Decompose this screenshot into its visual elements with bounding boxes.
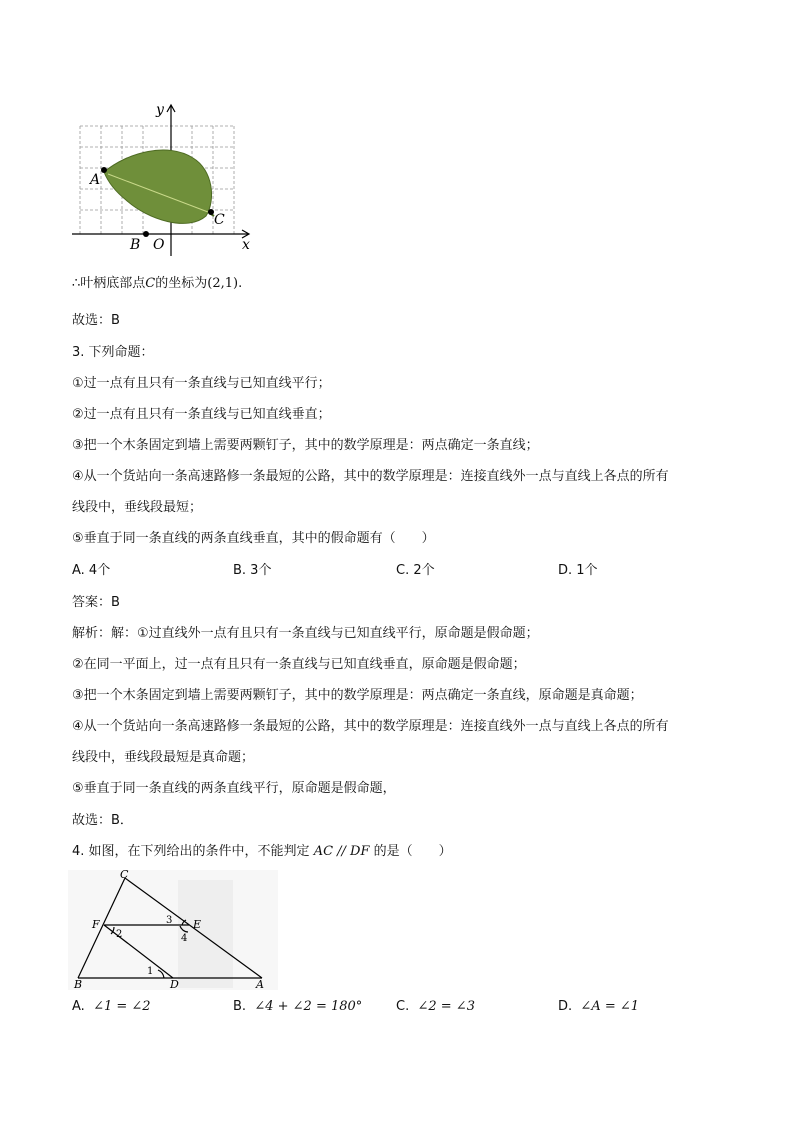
q3-statement-2: ②过一点有且只有一条直线与已知直线垂直； <box>72 407 331 422</box>
q3-statement-5: ⑤垂直于同一条直线的两条直线垂直，其中的假命题有（ ） <box>72 531 435 546</box>
point-b-label: B <box>130 237 141 253</box>
q3-option-d: D. 1个 <box>558 563 598 578</box>
x-axis-label: x <box>242 237 250 253</box>
leaf-coordinate-figure <box>68 100 258 260</box>
q4-option-d: D. ∠A = ∠1 <box>558 999 640 1014</box>
answer-2: 故选：B <box>72 313 120 328</box>
q3-option-b: B. 3个 <box>233 563 272 578</box>
triangle-figure <box>68 870 278 990</box>
label-f: F <box>92 918 100 931</box>
q4-stem: 4. 如图，在下列给出的条件中，不能判定 AC // DF 的是（ ） <box>72 844 452 859</box>
q4-option-d-expr: ∠A = ∠1 <box>580 999 640 1014</box>
point-b-marker <box>143 231 149 237</box>
origin-label: O <box>153 237 165 253</box>
y-axis-label: y <box>156 102 164 118</box>
label-angle-4: 4 <box>181 933 188 944</box>
label-a: A <box>256 978 264 990</box>
q4-option-c-expr: ∠2 = ∠3 <box>417 999 475 1014</box>
q3-analysis-1: 解析：解：①过直线外一点有且只有一条直线与已知直线平行，原命题是假命题； <box>72 626 539 641</box>
q3-answer: 答案：B <box>72 595 120 610</box>
label-b: B <box>74 978 83 990</box>
q3-analysis-5: ⑤垂直于同一条直线的两条直线平行，原命题是假命题， <box>72 781 396 796</box>
leaf-image <box>104 150 212 223</box>
result-line: ∴叶柄底部点C的坐标为(2,1). <box>72 276 243 291</box>
q4-option-b: B. ∠4 + ∠2 = 180° <box>233 999 363 1014</box>
coord-value: (2,1) <box>207 276 239 291</box>
q4-option-c: C. ∠2 = ∠3 <box>396 999 475 1014</box>
q4-option-b-expr: ∠4 + ∠2 = 180° <box>254 999 363 1014</box>
label-d: D <box>170 978 179 990</box>
q3-statement-1: ①过一点有且只有一条直线与已知直线平行； <box>72 376 331 391</box>
q3-analysis-3: ③把一个木条固定到墙上需要两颗钉子，其中的数学原理是：两点确定一条直线，原命题是真命题； <box>72 688 643 703</box>
q3-analysis-2: ②在同一平面上，过一点有且只有一条直线与已知直线垂直，原命题是假命题； <box>72 657 526 672</box>
q3-stem: 3. 下列命题： <box>72 345 154 360</box>
label-c: C <box>120 870 129 881</box>
q3-statement-4-cont: 线段中，垂线段最短； <box>72 500 203 515</box>
q4-option-a-expr: ∠1 = ∠2 <box>93 999 151 1014</box>
point-c-ref: C <box>145 276 156 291</box>
q3-statement-4: ④从一个货站向一条高速路修一条最短的公路，其中的数学原理是：连接直线外一点与直线上各点的所有 <box>72 469 669 484</box>
q3-option-c: C. 2个 <box>396 563 435 578</box>
q3-analysis-4: ④从一个货站向一条高速路修一条最短的公路，其中的数学原理是：连接直线外一点与直线上各点的所有 <box>72 719 669 734</box>
q4-stem-math: AC // DF <box>313 844 370 859</box>
q4-option-a: A. ∠1 = ∠2 <box>72 999 151 1014</box>
label-e: E <box>193 918 202 931</box>
q3-option-a: A. 4个 <box>72 563 111 578</box>
label-angle-3: 3 <box>166 915 173 926</box>
q3-analysis-4-cont: 线段中，垂线段最短是真命题； <box>72 750 255 765</box>
q3-conclusion: 故选：B． <box>72 813 133 828</box>
point-a-marker <box>101 167 107 173</box>
point-a-label: A <box>90 172 101 188</box>
point-c-label: C <box>214 212 225 228</box>
label-angle-2: 2 <box>116 929 123 940</box>
q3-statement-3: ③把一个木条固定到墙上需要两颗钉子，其中的数学原理是：两点确定一条直线； <box>72 438 539 453</box>
label-angle-1: 1 <box>147 966 154 977</box>
